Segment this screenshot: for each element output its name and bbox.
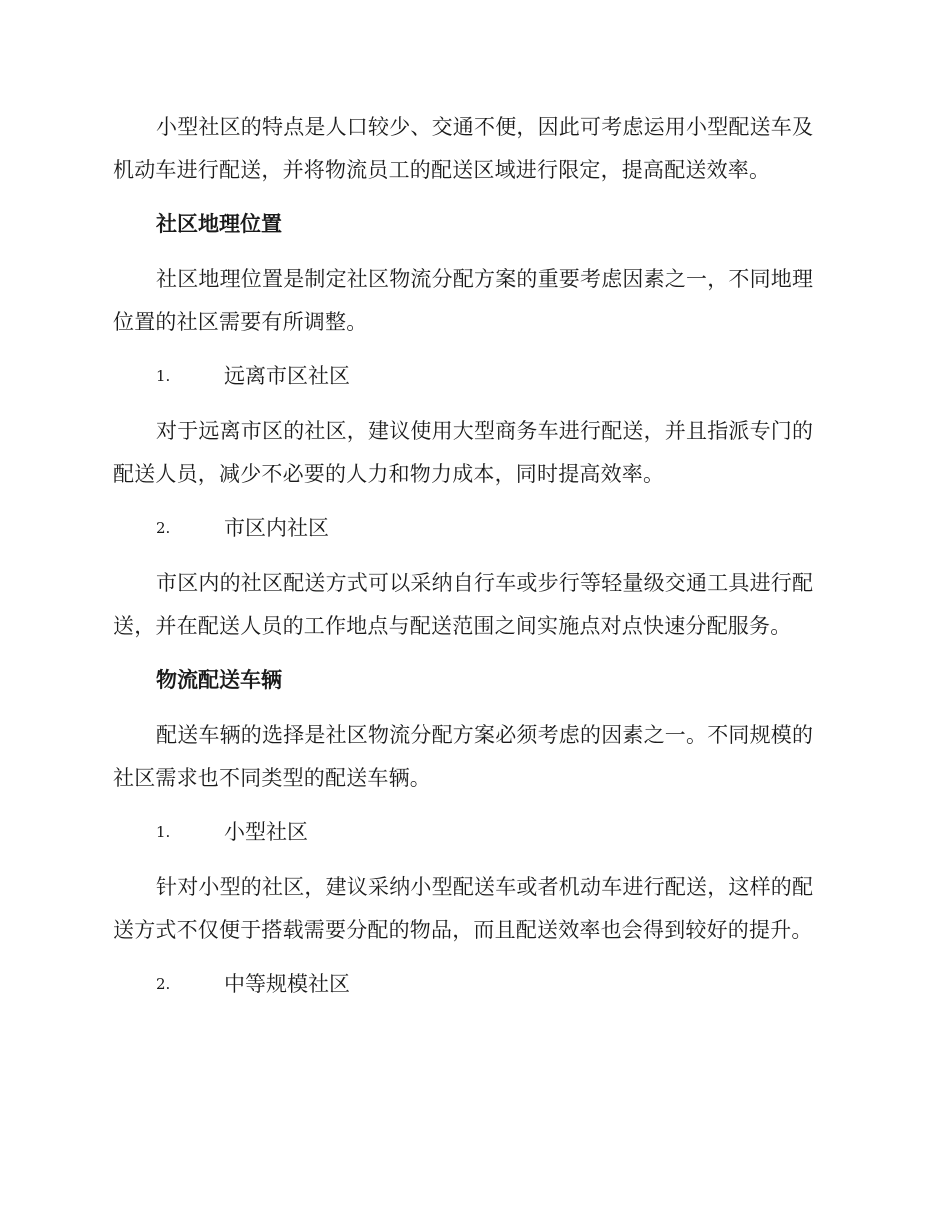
list-item-label: 中等规模社区 <box>224 972 350 996</box>
paragraph-small-community: 针对小型的社区，建议采纳小型配送车或者机动车进行配送，这样的配送方式不仅便于搭载需要分配的物品，而且配送效率也会得到较好的提升。 <box>113 875 814 942</box>
list-number: 1. <box>156 823 171 841</box>
paragraph-remote-community: 对于远离市区的社区，建议使用大型商务车进行配送，并且指派专门的配送人员，减少不必要的人力和物力成本，同时提高效率。 <box>113 419 814 486</box>
paragraph-delivery-vehicles: 配送车辆的选择是社区物流分配方案必须考虑的因素之一。不同规模的社区需求也不同类型的配送车辆。 <box>113 723 814 790</box>
list-number: 2. <box>156 975 171 993</box>
heading-delivery-vehicles: 物流配送车辆 <box>156 668 282 692</box>
paragraph-urban-community: 市区内的社区配送方式可以采纳自行车或步行等轻量级交通工具进行配送，并在配送人员的工作地点与配送范围之间实施点对点快速分配服务。 <box>113 571 814 638</box>
list-item-label: 市区内社区 <box>224 516 329 540</box>
list-number: 2. <box>156 519 171 537</box>
heading-community-location: 社区地理位置 <box>156 212 282 236</box>
paragraph-community-location: 社区地理位置是制定社区物流分配方案的重要考虑因素之一，不同地理位置的社区需要有所调整。 <box>113 267 814 334</box>
paragraph-small-community-traits: 小型社区的特点是人口较少、交通不便，因此可考虑运用小型配送车及机动车进行配送，并将物流员工的配送区域进行限定，提高配送效率。 <box>113 115 814 182</box>
list-number: 1. <box>156 367 171 385</box>
list-item-label: 小型社区 <box>224 820 308 844</box>
list-item-label: 远离市区社区 <box>224 364 350 388</box>
